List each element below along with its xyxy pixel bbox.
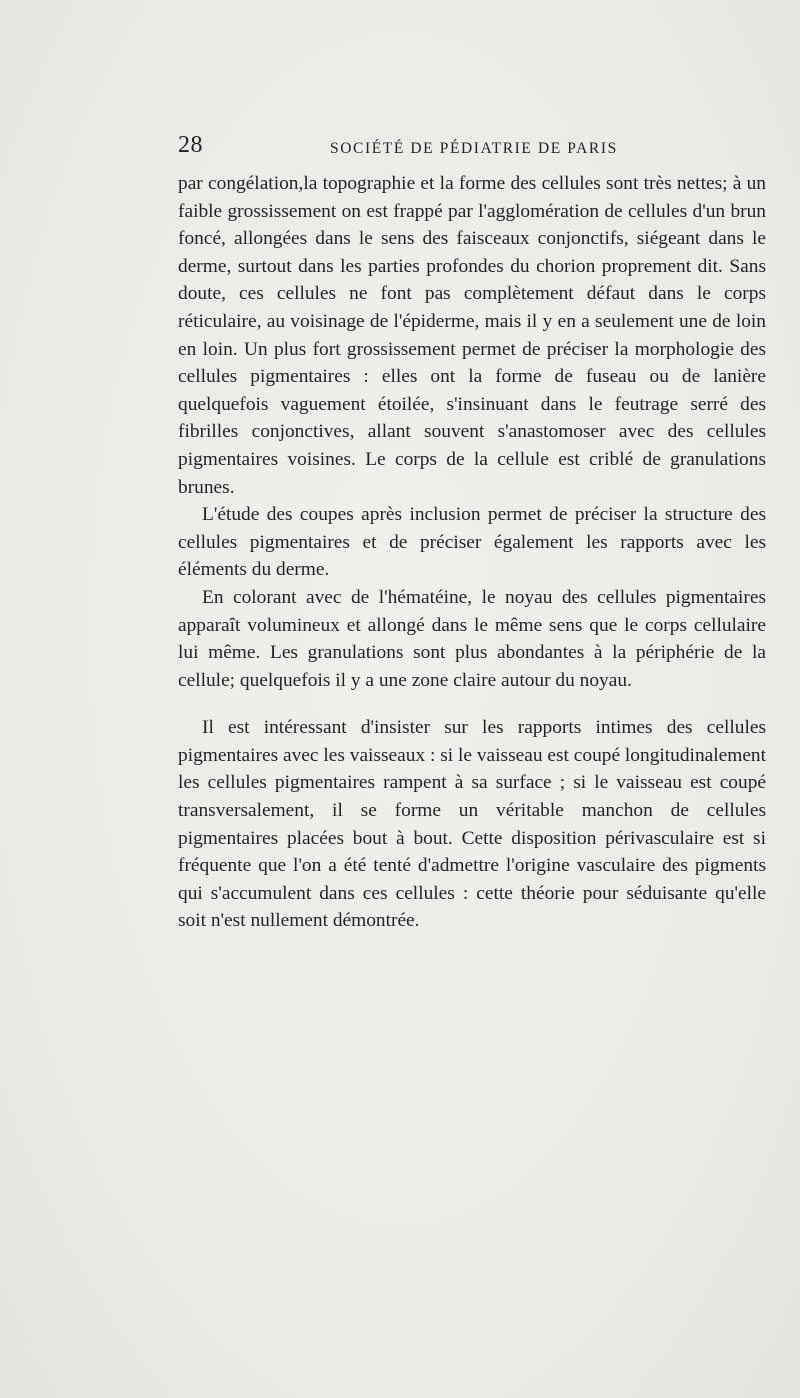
page-header	[178, 132, 768, 162]
page-number: 28	[178, 132, 203, 158]
paragraph-4: Il est intéressant d'insister sur les rapports intimes des cellules pigmentaires avec les vaisseaux : si le vaisseau est coupé longitudinalement les cellules pigmentaires rampent à sa surface ; si le vaisseau est coupé transversalement, il se forme un véritable manchon de cellules pigmentaires placées bout à bout. Cette disposition périvasculaire est si fréquente que l'on a été tenté d'admettre l'origine vasculaire des pigments qui s'accumulent dans ces cellules : cette théorie pour séduisante qu'elle soit n'est nullement démontrée.	[178, 717, 767, 932]
paragraph-1: par congélation,la topographie et la forme des cellules sont très nettes; à un faible grossissement on est frappé par l'agglomération de cellules d'un brun foncé, allongées dans le sens des faisceaux conjonctifs, siégeant dans le derme, surtout dans les parties profondes du chorion proprement dit. Sans doute, ces cellules ne font pas complètement défaut dans le corps réticulaire, au voisinage de l'épiderme, mais il y en a seulement une de loin en loin. Un plus fort grossissement permet de préciser la morphologie des cellules pigmentaires : elles ont la forme de fuseau ou de lanière quelquefois vaguement étoilée, s'insinuant dans le feutrage serré des fibrilles conjonctives, allant souvent s'anastomoser avec des cellules pigmentaires voisines. Le corps de la cellule est criblé de granulations brunes.	[178, 173, 766, 498]
paragraph-3: En colorant avec de l'hématéine, le noyau des cellules pigmentaires apparaît volumineux et allongé dans le même sens que le corps cellulaire lui même. Les granulations sont plus abondantes à la périphérie de la cellule; quelquefois il y a une zone claire autour du noyau.	[178, 586, 766, 691]
body-text	[178, 170, 766, 935]
running-title: SOCIÉTÉ DE PÉDIATRIE DE PARIS	[330, 140, 618, 157]
paragraph-2: L'étude des coupes après inclusion permet de préciser la structure des cellules pigmentaires et de préciser également les rapports avec les éléments du derme.	[178, 504, 766, 581]
